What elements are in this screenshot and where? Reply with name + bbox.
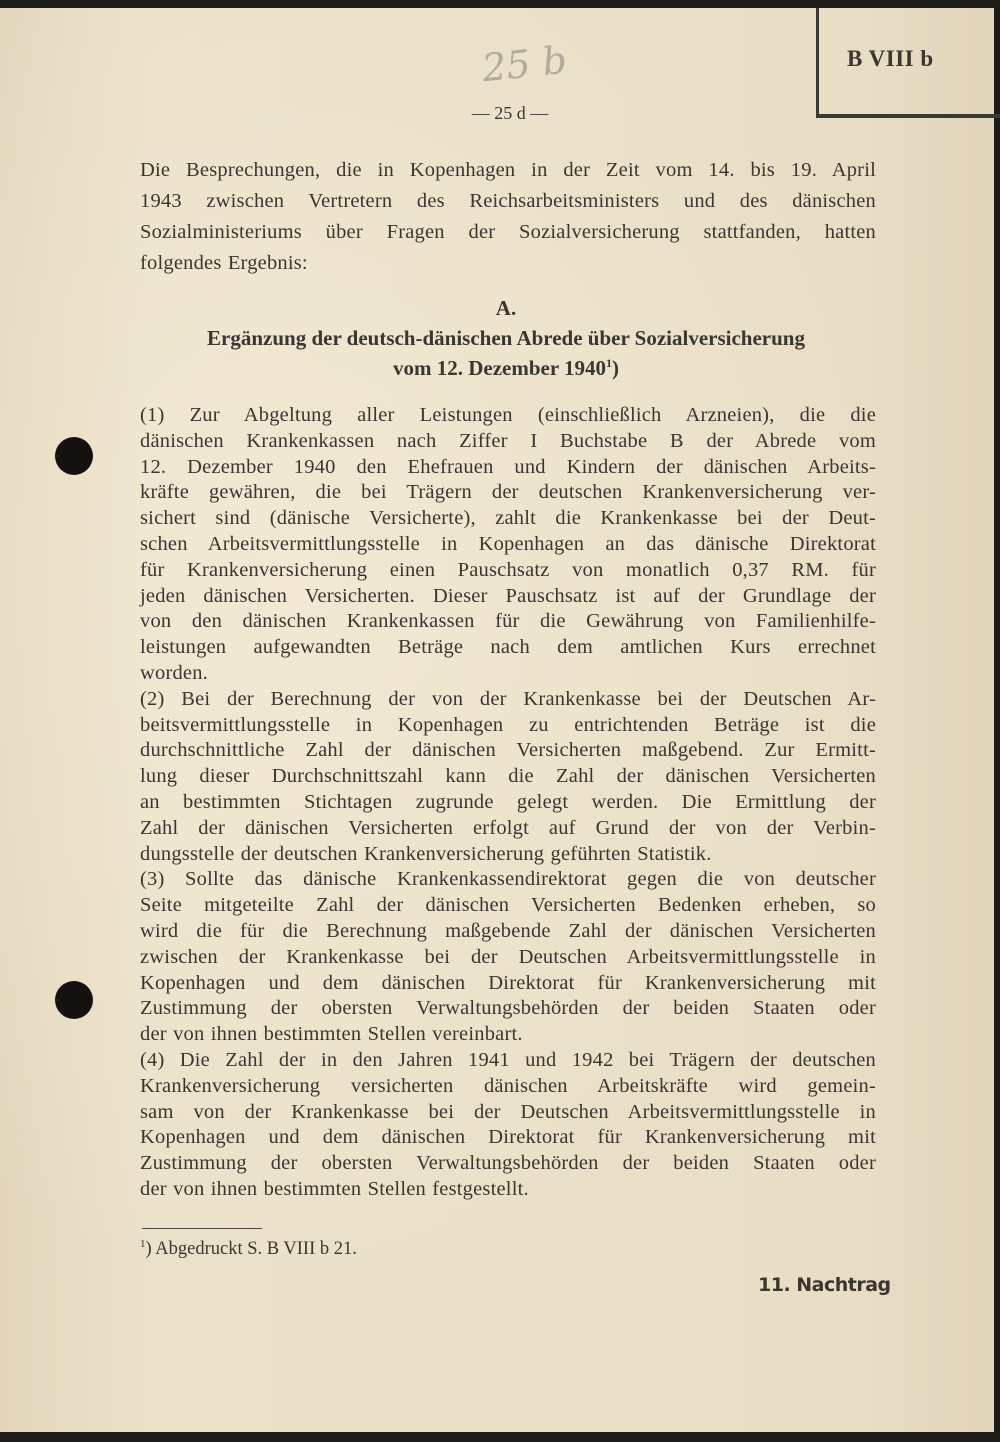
text-line: lung dieser Durchschnittszahl kann die Zahl der dänischen Versicherten <box>140 765 876 788</box>
text-line: dänischen Krankenkassen nach Ziffer I Buchstabe B der Abrede vom <box>140 429 876 452</box>
text-line: Die Besprechungen, die in Kopenhagen in der Zeit vom 14. bis 19. April <box>140 159 876 181</box>
text-line: dungsstelle der deutschen Krankenversicherung geführten Statistik. <box>140 842 712 865</box>
text-line: 12. Dezember 1940 den Ehefrauen und Kindern der dänischen Arbeits- <box>140 455 876 478</box>
footnote-mark: 1 <box>140 1238 146 1250</box>
section-title-line1: Ergänzung der deutsch-dänischen Abrede über Sozialversicherung <box>207 326 805 350</box>
text-line: Zustimmung der obersten Verwaltungsbehörden der beiden Staaten oder <box>140 997 876 1020</box>
text-line: sam von der Krankenkasse bei der Deutschen Arbeitsvermittlungsstelle in <box>140 1100 876 1123</box>
footnote-divider <box>142 1228 262 1229</box>
text-line: beitsvermittlungsstelle in Kopenhagen zu entrichtenden Beträge ist die <box>140 713 876 736</box>
text-line: Zustimmung der obersten Verwaltungsbehörden der beiden Staaten oder <box>140 1152 876 1175</box>
text-line: Krankenversicherung versicherten dänischen Arbeitskräfte wird gemein- <box>140 1074 876 1097</box>
text-line: der von ihnen bestimmten Stellen festgestellt. <box>140 1177 529 1200</box>
text-line: Seite mitgeteilte Zahl der dänischen Versicherten Bedenken erheben, so <box>140 894 876 917</box>
text-line: Kopenhagen und dem dänischen Direktorat für Krankenversicherung mit <box>140 1126 876 1149</box>
paragraph-1 <box>140 403 876 687</box>
text-line: sichert sind (dänische Versicherte), zahlt die Krankenkasse bei der Deut- <box>140 507 876 530</box>
text-line: (2) Bei der Berechnung der von der Krankenkasse bei der Deutschen Ar- <box>140 687 876 710</box>
register-label: B VIII b <box>847 46 934 71</box>
intro-paragraph <box>140 155 876 279</box>
text-line: (1) Zur Abgeltung aller Leistungen (einschließlich Arzneien), die die <box>140 404 876 426</box>
footnote-ref: 1 <box>606 356 613 370</box>
text-line: jeden dänischen Versicherten. Dieser Pauschsatz ist auf der Grundlage der <box>140 584 876 607</box>
text-line: Sozialministeriums über Fragen der Sozialversicherung stattfanden, hatten <box>140 221 876 243</box>
paragraph-2 <box>140 687 876 868</box>
text-line: Kopenhagen und dem dänischen Direktorat für Krankenversicherung mit <box>140 971 876 994</box>
footnote-text: ) Abgedruckt S. B VIII b 21. <box>145 1239 357 1260</box>
text-line: folgendes Ergebnis: <box>140 252 308 274</box>
punch-hole <box>55 437 93 475</box>
title-close: ) <box>612 356 620 380</box>
title-text: vom 12. Dezember 1940 <box>392 356 607 380</box>
paragraphs <box>140 403 876 1203</box>
section-title-line2 <box>0 356 1000 381</box>
text-line: (4) Die Zahl der in den Jahren 1941 und 1942 bei Trägern der deutschen <box>140 1048 876 1071</box>
text-line: für Krankenversicherung einen Pauschsatz von monatlich 0,37 RM. für <box>140 558 876 581</box>
text-line: durchschnittliche Zahl der dänischen Versicherten maßgebend. Zur Ermitt- <box>140 739 876 762</box>
section-letter: A. <box>495 296 517 320</box>
text-line: schen Arbeitsvermittlungsstelle in Kopenhagen an das dänische Direktorat <box>140 532 876 555</box>
text-line: 1943 zwischen Vertretern des Reichsarbeitsministers und des dänischen <box>140 190 876 212</box>
text-line: der von ihnen bestimmten Stellen vereinbart. <box>140 1023 523 1046</box>
supplement-label: 11. Nachtrag <box>758 1274 891 1296</box>
paragraph-3 <box>140 867 876 1048</box>
paragraph-4 <box>140 1048 876 1203</box>
page-number: — 25 d — <box>471 103 549 123</box>
text-line: leistungen aufgewandten Beträge nach dem amtlichen Kurs errechnet <box>140 636 876 659</box>
text-line: wird die für die Berechnung maßgebende Zahl der dänischen Versicherten <box>140 919 876 942</box>
text-line: an bestimmten Stichtagen zugrunde gelegt werden. Die Ermittlung der <box>140 790 876 813</box>
text-line: zwischen der Krankenkasse bei der Deutschen Arbeitsvermittlungsstelle in <box>140 945 876 968</box>
text-line: worden. <box>140 661 209 684</box>
text-line: Zahl der dänischen Versicherten erfolgt auf Grund der von der Verbin- <box>140 816 876 839</box>
text-line: von den dänischen Krankenkassen für die Gewährung von Familienhilfe- <box>140 610 876 633</box>
text-line: (3) Sollte das dänische Krankenkassendirektorat gegen die von deutscher <box>140 868 876 891</box>
register-box <box>816 8 1000 118</box>
handwritten-note: 25 b <box>479 37 569 91</box>
text-line: kräfte gewähren, die bei Trägern der deutschen Krankenversicherung ver- <box>140 481 876 504</box>
punch-hole <box>55 981 93 1019</box>
footnote <box>140 1238 357 1260</box>
